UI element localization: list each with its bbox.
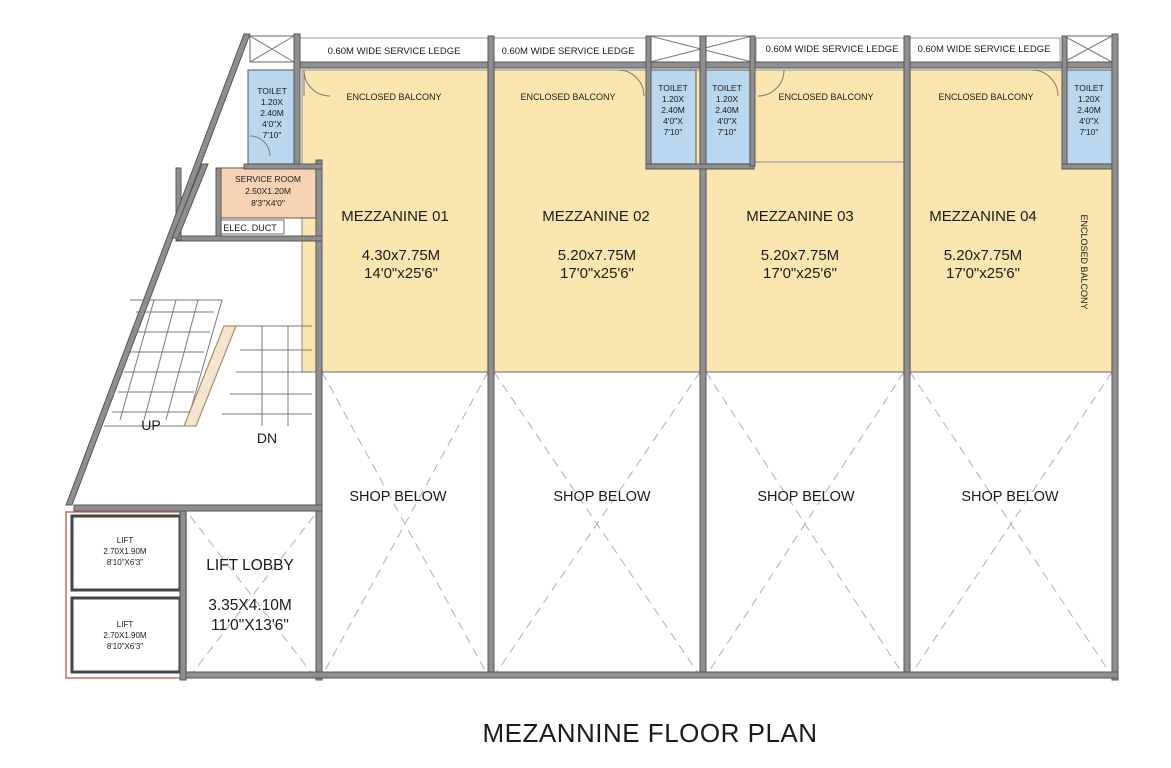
svg-text:8'3"X4'0": 8'3"X4'0": [251, 198, 285, 208]
svg-text:1.20X: 1.20X: [1077, 94, 1101, 104]
svg-text:4'0"X: 4'0"X: [663, 116, 683, 126]
svg-text:MEZZANINE 03: MEZZANINE 03: [746, 208, 854, 225]
svg-text:1.20X: 1.20X: [661, 94, 685, 104]
svg-text:7'10": 7'10": [1079, 127, 1099, 137]
svg-text:LIFT: LIFT: [116, 620, 134, 629]
shop-below-label-2: SHOP BELOW: [553, 489, 651, 505]
svg-text:TOILET: TOILET: [1074, 83, 1104, 93]
shop-below-cross-lines: [190, 372, 1112, 676]
svg-text:2.70X1.90M: 2.70X1.90M: [103, 547, 147, 556]
ledge-label-1: 0.60M WIDE SERVICE LEDGE: [327, 46, 461, 57]
balcony-label-1: ENCLOSED BALCONY: [346, 92, 442, 102]
svg-text:2.40M: 2.40M: [1077, 105, 1101, 115]
svg-text:11'0"X13'6": 11'0"X13'6": [211, 617, 289, 634]
svg-text:17'0"x25'6": 17'0"x25'6": [560, 265, 634, 282]
lift-lobby-label: [206, 557, 294, 634]
stair-up-label: UP: [141, 417, 161, 433]
svg-text:TOILET: TOILET: [257, 86, 287, 96]
balcony-label-3: ENCLOSED BALCONY: [778, 92, 874, 102]
side-balcony-label: ENCLOSED BALCONY: [1079, 214, 1089, 310]
svg-text:4'0"X: 4'0"X: [1079, 116, 1099, 126]
svg-text:8'10"X6'3": 8'10"X6'3": [106, 642, 144, 651]
svg-text:2.40M: 2.40M: [260, 108, 284, 118]
svg-text:17'0"x25'6": 17'0"x25'6": [763, 265, 837, 282]
svg-text:7'10": 7'10": [663, 127, 683, 137]
svg-text:MEZZANINE 04: MEZZANINE 04: [929, 208, 1037, 225]
shop-below-label-4: SHOP BELOW: [961, 489, 1059, 505]
svg-text:2.70X1.90M: 2.70X1.90M: [103, 631, 147, 640]
svg-text:7'10": 7'10": [262, 130, 282, 140]
svg-text:4'0"X: 4'0"X: [717, 116, 737, 126]
svg-text:8'10"X6'3": 8'10"X6'3": [106, 558, 144, 567]
svg-text:MEZZANINE 02: MEZZANINE 02: [542, 208, 650, 225]
svg-text:5.20x7.75M: 5.20x7.75M: [760, 247, 840, 264]
svg-text:5.20x7.75M: 5.20x7.75M: [943, 247, 1023, 264]
ledge-label-2: 0.60M WIDE SERVICE LEDGE: [501, 46, 635, 57]
mezzanine-03-balcony: [754, 70, 904, 162]
svg-text:17'0"x25'6": 17'0"x25'6": [946, 265, 1020, 282]
svg-text:1.20X: 1.20X: [715, 94, 739, 104]
plan-title: MEZANNINE FLOOR PLAN: [482, 718, 818, 748]
svg-text:3.35X4.10M: 3.35X4.10M: [208, 597, 292, 614]
svg-text:TOILET: TOILET: [658, 83, 688, 93]
svg-text:2.40M: 2.40M: [661, 105, 685, 115]
svg-text:LIFT LOBBY: LIFT LOBBY: [206, 557, 294, 574]
stair-case: [104, 300, 312, 426]
svg-text:MEZZANINE 01: MEZZANINE 01: [341, 208, 449, 225]
svg-text:2.50X1.20M: 2.50X1.20M: [245, 186, 291, 196]
balcony-label-4: ENCLOSED BALCONY: [938, 92, 1034, 102]
shop-below-label-1: SHOP BELOW: [349, 489, 447, 505]
svg-text:2.40M: 2.40M: [715, 105, 739, 115]
svg-text:7'10": 7'10": [717, 127, 737, 137]
elec-duct-label: ELEC. DUCT: [223, 223, 277, 233]
svg-text:4.30x7.75M: 4.30x7.75M: [361, 247, 441, 264]
ledge-label-4: 0.60M WIDE SERVICE LEDGE: [917, 44, 1051, 55]
balcony-label-2: ENCLOSED BALCONY: [520, 92, 616, 102]
stair-dn-label: DN: [256, 430, 278, 446]
svg-text:4'0"X: 4'0"X: [262, 119, 282, 129]
svg-text:TOILET: TOILET: [712, 83, 742, 93]
svg-text:1.20X: 1.20X: [260, 97, 284, 107]
svg-text:SERVICE ROOM: SERVICE ROOM: [235, 174, 301, 184]
svg-text:5.20x7.75M: 5.20x7.75M: [557, 247, 637, 264]
shop-below-label-3: SHOP BELOW: [757, 489, 855, 505]
ledge-label-3: 0.60M WIDE SERVICE LEDGE: [765, 44, 899, 55]
svg-text:14'0"x25'6": 14'0"x25'6": [364, 265, 438, 282]
svg-text:LIFT: LIFT: [116, 536, 134, 545]
